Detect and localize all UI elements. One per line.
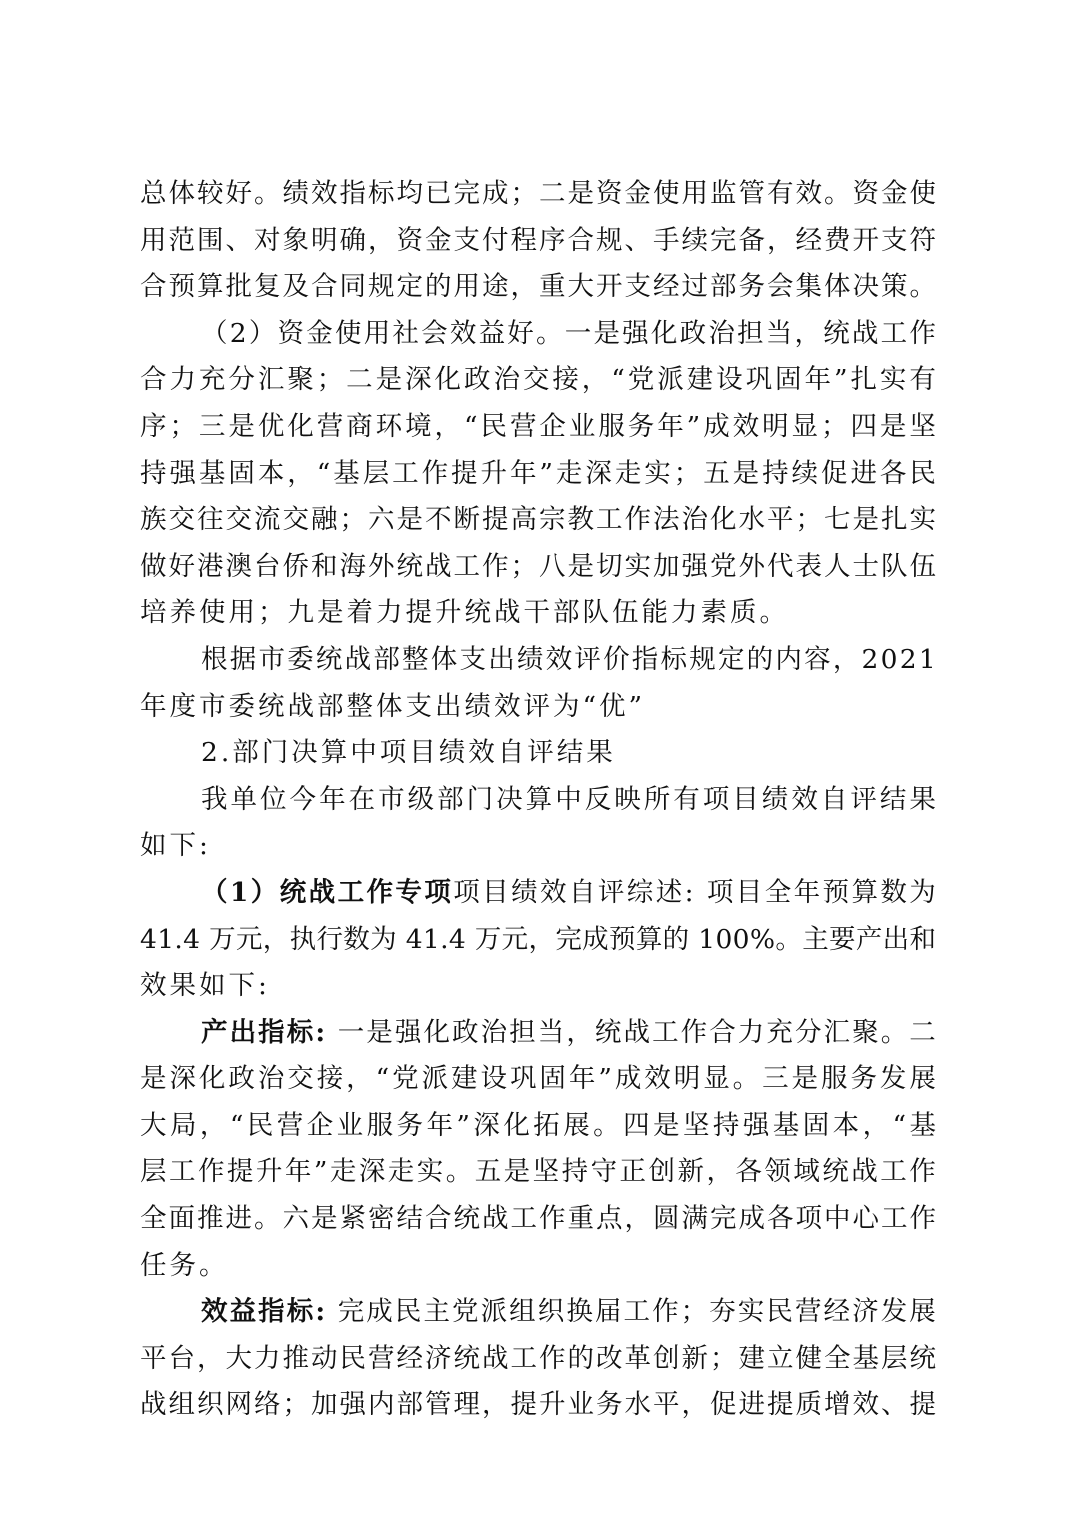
text-run: 2.部门决算中项目绩效自评结果 — [201, 737, 616, 769]
text-line: 产 出 指 标 : 一 是 强 化 政 治 担 当 ， 统 战 工 作 合 力 充 分 汇 聚 。 二 — [201, 1016, 936, 1048]
text-line: 根 据 市 委 统 战 部 整 体 支 出 绩 效 评 价 指 标 规 定 的 内 容 ， 2 0 2 1 — [201, 643, 936, 675]
text-line: 持 强 基 固 本 ， “ 基 层 工 作 提 升 年 ” 走 深 走 实 ； 五 是 持 续 促 进 各 民 — [140, 457, 936, 489]
text-run: 年度市委统战部整体支出绩效评为“优” — [140, 690, 646, 722]
text-line — [140, 730, 936, 777]
text-line: 全 面 推 进 。 六 是 紧 密 结 合 统 战 工 作 重 点 ， 圆 满 完 成 各 项 中 心 工 作 — [140, 1203, 936, 1235]
text-line — [140, 1243, 936, 1290]
text-line — [140, 823, 936, 870]
text-line — [140, 590, 936, 637]
text-line: 序 ； 三 是 优 化 营 商 环 境 ， “ 民 营 企 业 服 务 年 ” 成 效 明 显 ； 四 是 坚 — [140, 410, 936, 442]
text-run: 任务。 — [140, 1249, 229, 1281]
text-line: 用 范 围 、 对 象 明 确 ， 资 金 支 付 程 序 合 规 、 手 续 完 备 ， 经 费 开 支 符 — [140, 224, 936, 256]
document-body — [140, 171, 936, 1429]
text-run: 培养使用；九是着力提升统战干部队伍能力素质。 — [140, 597, 789, 629]
text-line: 层 工 作 提 升 年 ” 走 深 走 实 。 五 是 坚 持 守 正 创 新 ， 各 领 域 统 战 工 作 — [140, 1156, 936, 1188]
text-line: 平 台 ， 大 力 推 动 民 营 经 济 统 战 工 作 的 改 革 创 新 ； 建 立 健 全 基 层 统 — [140, 1342, 936, 1374]
text-line: 4 1 . 4 万 元 ， 执 行 数 为 4 1 . 4 万 元 ， 完 成 预 算 的 1 0 0 % 。 主 要 产 出 和 — [140, 923, 936, 955]
text-line: 是 深 化 政 治 交 接 ， “ 党 派 建 设 巩 固 年 ” 成 效 明 显 。 三 是 服 务 发 展 — [140, 1063, 936, 1095]
text-line: 做 好 港 澳 台 侨 和 海 外 统 战 工 作 ； 八 是 切 实 加 强 党 外 代 表 人 士 队 伍 — [140, 550, 936, 582]
text-line: （ 2 ） 资 金 使 用 社 会 效 益 好 。 一 是 强 化 政 治 担 当 ， 统 战 工 作 — [201, 317, 936, 349]
text-run: 如下: — [140, 830, 211, 862]
text-line: 合 预 算 批 复 及 合 同 规 定 的 用 途 ， 重 大 开 支 经 过 部 务 会 集 体 决 策 。 — [140, 271, 936, 303]
text-run: 效果如下: — [140, 970, 270, 1002]
text-line: 效 益 指 标 : 完 成 民 主 党 派 组 织 换 届 工 作 ； 夯 实 民 营 经 济 发 展 — [201, 1296, 936, 1328]
text-line: 大 局 ， “ 民 营 企 业 服 务 年 ” 深 化 拓 展 。 四 是 坚 持 强 基 固 本 ， “ 基 — [140, 1109, 936, 1141]
text-line: 战 组 织 网 络 ； 加 强 内 部 管 理 ， 提 升 业 务 水 平 ， 促 进 提 质 增 效 、 提 — [140, 1389, 936, 1421]
text-line: 合 力 充 分 汇 聚 ； 二 是 深 化 政 治 交 接 ， “ 党 派 建 设 巩 固 年 ” 扎 实 有 — [140, 364, 936, 396]
text-line — [140, 963, 936, 1010]
text-line: （ 1 ） 统 战 工 作 专 项 项 目 绩 效 自 评 综 述 : 项 目 全 年 预 算 数 为 — [201, 876, 936, 908]
text-line — [140, 684, 936, 731]
text-line: 总 体 较 好 。 绩 效 指 标 均 已 完 成 ； 二 是 资 金 使 用 监 管 有 效 。 资 金 使 — [140, 178, 936, 209]
text-line: 我 单 位 今 年 在 市 级 部 门 决 算 中 反 映 所 有 项 目 绩 效 自 评 结 果 — [201, 783, 936, 815]
text-line: 族 交 往 交 流 交 融 ； 六 是 不 断 提 高 宗 教 工 作 法 治 化 水 平 ； 七 是 扎 实 — [140, 504, 936, 536]
